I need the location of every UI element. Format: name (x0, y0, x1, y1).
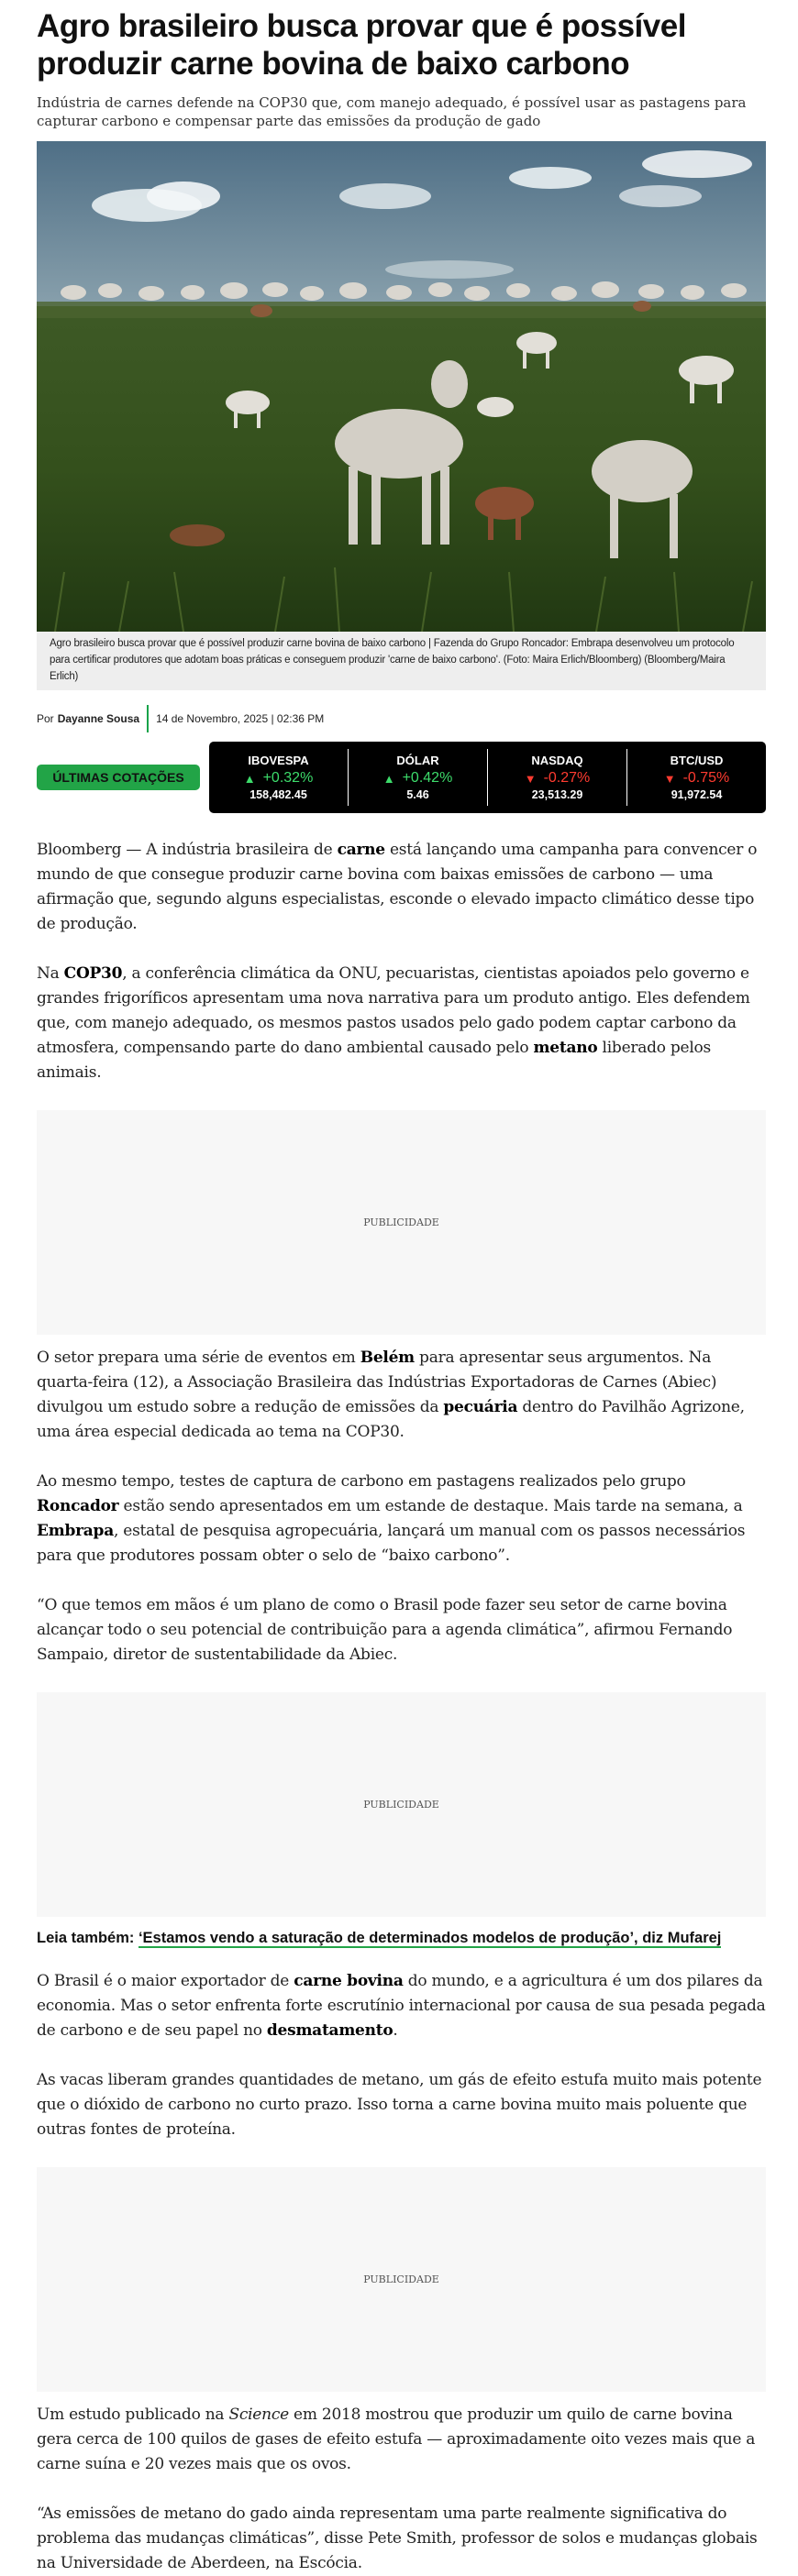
tag-link-belem[interactable]: Belém (360, 1349, 415, 1367)
quote-nasdaq[interactable] (488, 749, 627, 806)
quotes-ticker (209, 742, 766, 813)
body-paragraph-5: “O que temos em mãos é um plano de como o Brasil pode fazer seu setor de carne bovina alcançar todo o seu potencial de contribuição para a agenda climática”, afirmou Fernando Sampaio, diretor de sustentabilidade da Abiec. (37, 1596, 733, 1664)
cattle-pasture-image (37, 141, 766, 632)
ad-label: PUBLICIDADE (363, 1799, 439, 1811)
article-photo[interactable] (37, 141, 766, 632)
ad-slot-3[interactable] (37, 2167, 766, 2392)
author-link[interactable]: Dayanne Sousa (57, 712, 140, 725)
tag-link-cop30[interactable]: COP30 (63, 964, 123, 983)
tag-link-metano[interactable]: metano (533, 1039, 598, 1057)
publish-date: 14 de Novembro, 2025 | 02:36 PM (156, 712, 325, 725)
quote-ibovespa[interactable] (209, 749, 349, 806)
quote-value: 91,972.54 (671, 788, 723, 801)
byline-prefix: Por (37, 712, 54, 725)
arrow-up-icon: ▲ (382, 771, 395, 786)
byline (37, 705, 766, 732)
read-also-link[interactable]: ‘Estamos vendo a saturação de determinados modelos de produção’, diz Mufarej (138, 1930, 722, 1946)
tag-link-carne-bovina[interactable]: carne bovina (294, 1972, 404, 1990)
quote-dolar[interactable] (349, 749, 488, 806)
body-paragraph-1: Bloomberg — A indústria brasileira de carne está lançando uma campanha para convencer o mundo de que consegue produzir carne bovina com baixas emissões de carbono — uma afirmação que, segundo alguns especialistas, esconde o elevado impacto climático desse tipo de produção. (37, 841, 758, 933)
quote-name: NASDAQ (531, 754, 583, 767)
arrow-down-icon: ▼ (524, 771, 537, 786)
read-also-label: Leia também: (37, 1930, 135, 1946)
quote-change: ▲ +0.32% (243, 770, 314, 786)
byline-divider (147, 705, 149, 732)
body-paragraph-6: O Brasil é o maior exportador de carne bovina do mundo, e a agricultura é um dos pilares da economia. Mas o setor enfrenta forte escrutínio internacional por causa de sua pesada pegada de carbono e de seu papel no desmatamento. (37, 1972, 766, 2040)
ad-label: PUBLICIDADE (363, 1216, 439, 1228)
quote-btc-usd[interactable] (627, 749, 766, 806)
article-headline: Agro brasileiro busca provar que é possível produzir carne bovina de baixo carbono (37, 8, 686, 82)
read-also (37, 1930, 766, 1947)
body-paragraph-8: Um estudo publicado na Science em 2018 mostrou que produzir um quilo de carne bovina gera cerca de 100 quilos de gases de efeito estufa — aproximadamente oito vezes mais que a carne suína e 20 vezes mais que os ovos. (37, 2405, 756, 2473)
tag-link-desmatamento[interactable]: desmatamento (266, 2021, 393, 2040)
tag-link-embrapa[interactable]: Embrapa (37, 1522, 114, 1540)
quote-name: DÓLAR (396, 754, 439, 767)
quote-change: ▼ -0.75% (663, 770, 730, 786)
tag-link-carne[interactable]: carne (337, 841, 385, 859)
quote-name: IBOVESPA (248, 754, 309, 767)
article-subtitle: Indústria de carnes defende na COP30 que, com manejo adequado, é possível usar as pastagens para capturar carbono e compensar parte das emissões da produção de gado (37, 94, 747, 129)
latest-quotes-badge[interactable]: ÚLTIMAS COTAÇÕES (37, 765, 200, 790)
arrow-up-icon: ▲ (243, 771, 256, 786)
tag-link-roncador[interactable]: Roncador (37, 1497, 119, 1515)
image-caption: Agro brasileiro busca provar que é possível produzir carne bovina de baixo carbono | Fazenda do Grupo Roncador: Embrapa desenvolveu um protocolo para certificar produtores que adotam boas práticas e conseguem produzir 'carne de baixo carbono'. (Foto: Maira Erlich/Bloomberg) (Bloomberg/Maira Erlich) (37, 632, 766, 690)
tag-link-pecuaria[interactable]: pecuária (443, 1398, 518, 1416)
market-quotes-bar (37, 742, 766, 813)
ad-slot-2[interactable] (37, 1692, 766, 1917)
body-paragraph-4: Ao mesmo tempo, testes de captura de carbono em pastagens realizados pelo grupo Roncador estão sendo apresentados em um estande de destaque. Mais tarde na semana, a Embrapa, estatal de pesquisa agropecuária, lançará um manual com os passos necessários para que produtores possam obter o selo de “baixo carbono”. (37, 1472, 746, 1565)
quote-change: ▲ +0.42% (382, 770, 453, 786)
quote-change: ▼ -0.27% (524, 770, 591, 786)
body-paragraph-9: “As emissões de metano do gado ainda representam uma parte realmente significativa do problema das mudanças climáticas”, disse Pete Smith, professor de solos e mudanças globais na Universidade de Aberdeen, na Escócia. (37, 2504, 758, 2572)
quote-name: BTC/USD (670, 754, 724, 767)
body-paragraph-7: As vacas liberam grandes quantidades de metano, um gás de efeito estufa muito mais potente que o dióxido de carbono no curto prazo. Isso torna a carne bovina muito mais poluente que outras fontes de proteína. (37, 2071, 762, 2139)
quote-value: 23,513.29 (531, 788, 583, 801)
publication-name: Science (228, 2405, 289, 2424)
quote-value: 5.46 (406, 788, 429, 801)
article-container (37, 0, 766, 2576)
body-paragraph-3: O setor prepara uma série de eventos em Belém para apresentar seus argumentos. Na quarta-feira (12), a Associação Brasileira das Indústrias Exportadoras de Carnes (Abiec) divulgou um estudo sobre a redução de emissões da pecuária dentro do Pavilhão Agrizone, uma área especial dedicada ao tema na COP30. (37, 1349, 745, 1441)
ad-slot-1[interactable] (37, 1110, 766, 1335)
body-paragraph-2: Na COP30, a conferência climática da ONU, pecuaristas, cientistas apoiados pelo governo e grandes frigoríficos apresentam uma nova narrativa para um produto antigo. Eles defendem que, com manejo adequado, os mesmos pastos usados pelo gado podem captar carbono da atmosfera, compensando parte do dano ambiental causado pelo metano liberado pelos animais. (37, 964, 750, 1082)
ad-label: PUBLICIDADE (363, 2273, 439, 2285)
quote-value: 158,482.45 (249, 788, 307, 801)
arrow-down-icon: ▼ (663, 771, 676, 786)
